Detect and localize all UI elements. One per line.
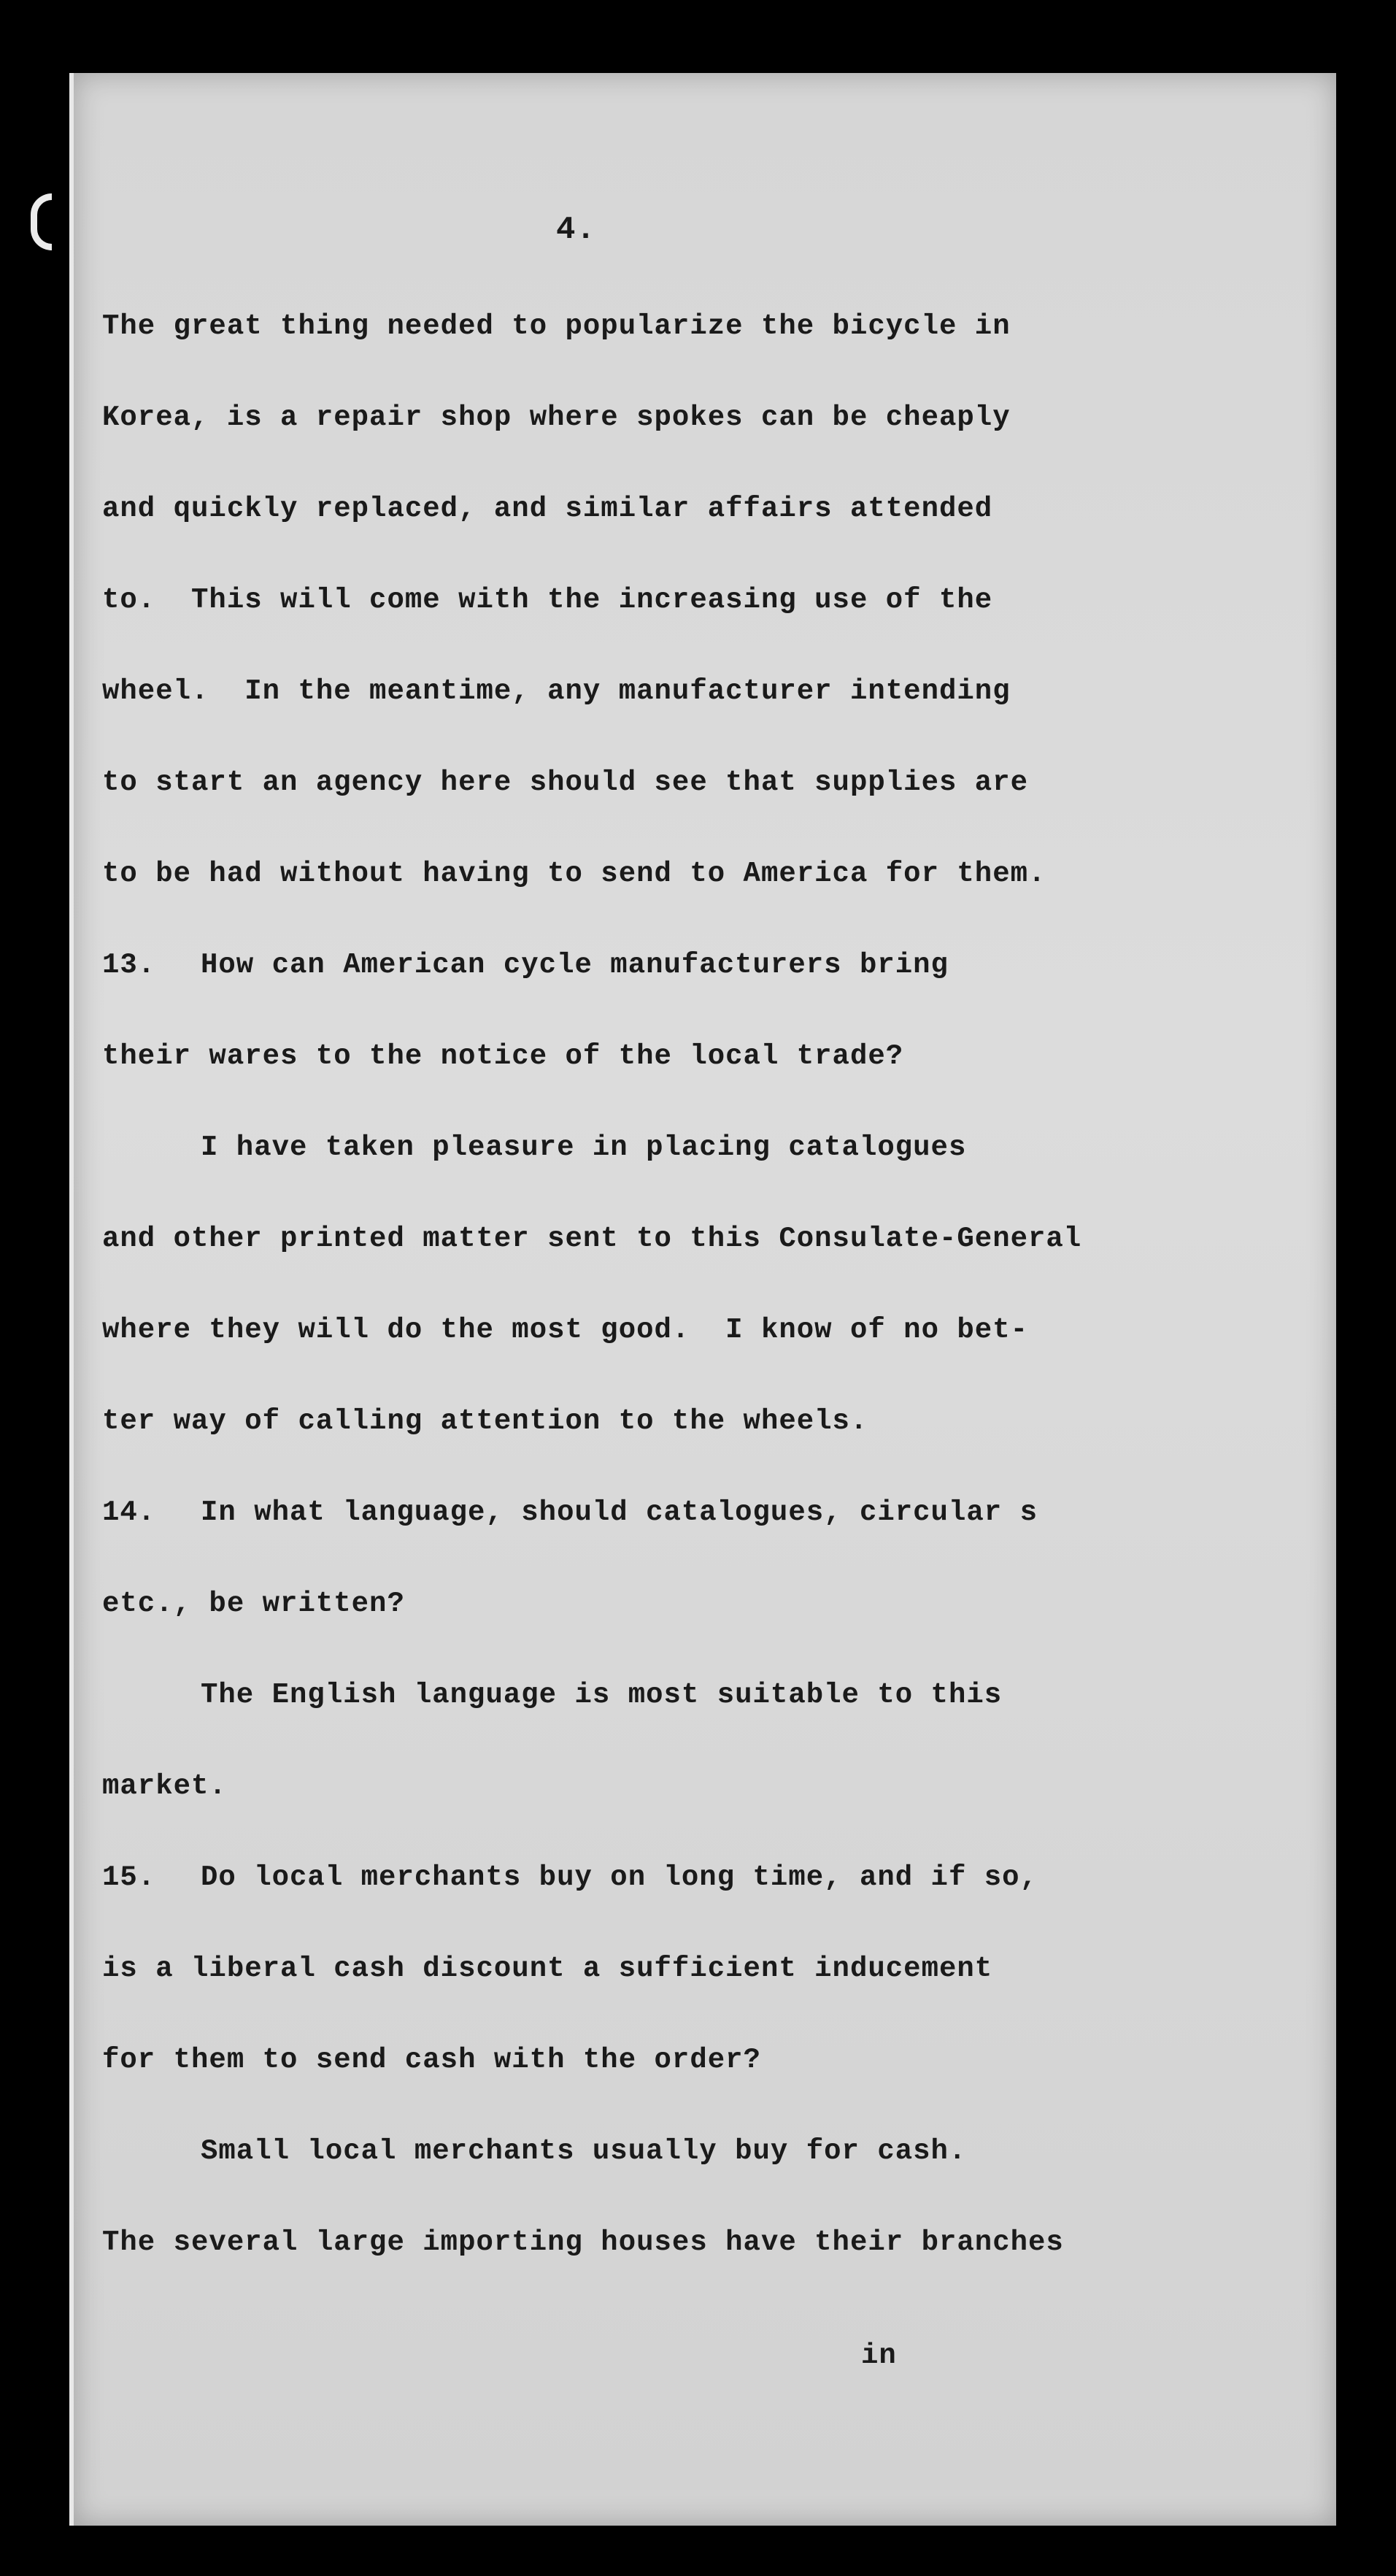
answer-13-line-1: I have taken pleasure in placing catalogues [201, 1131, 967, 1164]
body-line-7: to be had without having to send to America for them. [102, 858, 1046, 890]
answer-13-line-3: where they will do the most good. I know of no bet- [102, 1314, 1028, 1346]
question-14-line-2: etc., be written? [102, 1588, 405, 1620]
answer-15-line-2: The several large importing houses have their branches [102, 2226, 1064, 2258]
question-13-line-1: How can American cycle manufacturers bring [201, 949, 949, 981]
answer-13-line-2: and other printed matter sent to this Consulate-General [102, 1223, 1082, 1255]
question-13-number: 13. [102, 949, 156, 981]
body-line-1: The great thing needed to popularize the bicycle in [102, 310, 1011, 342]
answer-15-line-1: Small local merchants usually buy for cash. [201, 2135, 967, 2167]
answer-14-line-1: The English language is most suitable to this [201, 1679, 1003, 1711]
question-15-line-1: Do local merchants buy on long time, and if so, [201, 1861, 1038, 1893]
body-line-4: to. This will come with the increasing use of the [102, 584, 993, 616]
page-number: 4. [556, 212, 596, 248]
answer-14-line-2: market. [102, 1770, 227, 1802]
binding-mark [31, 193, 52, 250]
question-14-number: 14. [102, 1496, 156, 1529]
answer-13-line-4: ter way of calling attention to the wheels. [102, 1405, 868, 1437]
question-14-line-1: In what language, should catalogues, circular s [201, 1496, 1038, 1529]
body-line-3: and quickly replaced, and similar affairs attended [102, 493, 993, 525]
question-15-line-2: is a liberal cash discount a sufficient inducement [102, 1953, 993, 1985]
body-line-6: to start an agency here should see that supplies are [102, 766, 1028, 799]
question-15-line-3: for them to send cash with the order? [102, 2044, 761, 2076]
body-line-5: wheel. In the meantime, any manufacturer intending [102, 675, 1011, 707]
catchword: in [861, 2339, 897, 2372]
question-13-line-2: their wares to the notice of the local trade? [102, 1040, 904, 1072]
question-15-number: 15. [102, 1861, 156, 1893]
body-line-2: Korea, is a repair shop where spokes can be cheaply [102, 401, 1011, 434]
